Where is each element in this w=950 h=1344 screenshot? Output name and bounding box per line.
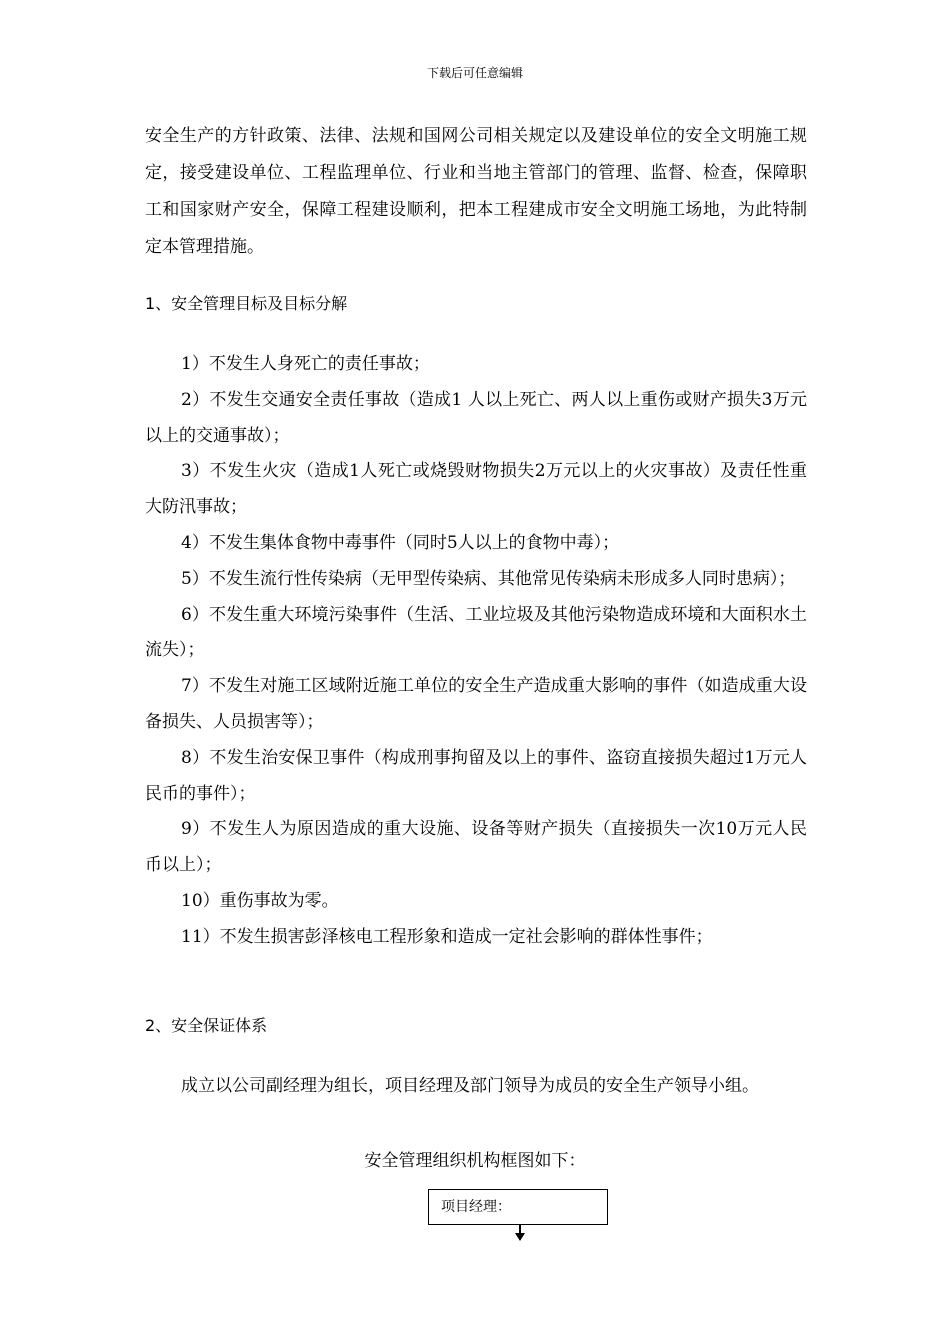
safety-goal-list — [145, 347, 807, 956]
list-item: 7）不发生对施工区域附近施工单位的安全生产造成重大影响的事件（如造成重大设备损失、人员损害等）； — [145, 676, 807, 732]
list-item: 2）不发生交通安全责任事故（造成1 人以上死亡、两人以上重伤或财产损失3万元以上的交通事故）； — [145, 389, 807, 446]
list-item: 6）不发生重大环境污染事件（生活、工业垃圾及其他污染物造成环境和大面积水土流失）； — [145, 604, 807, 661]
list-item: 4）不发生集体食物中毒事件（同时5人以上的食物中毒）； — [181, 532, 620, 553]
org-chart-top-box-label: 项目经理： — [441, 1199, 511, 1215]
list-item: 11）不发生损害彭泽核电工程形象和造成一定社会影响的群体性事件； — [181, 926, 713, 947]
header-note: 下载后可任意编辑 — [426, 66, 523, 80]
org-chart-top-box — [428, 1189, 608, 1225]
list-item: 1）不发生人身死亡的责任事故； — [181, 354, 430, 374]
arrow-down-icon — [515, 1233, 525, 1241]
org-chart-caption: 安全管理组织机构框图如下： — [364, 1151, 586, 1171]
list-item: 8）不发生治安保卫事件（构成刑事拘留及以上的事件、盗窃直接损失超过1万元人民币的事件）； — [145, 747, 807, 804]
list-item: 10）重伤事故为零。 — [181, 890, 339, 911]
intro-paragraph: 安全生产的方针政策、法律、法规和国网公司相关规定以及建设单位的安全文明施工规定，接受建设单位、工程监理单位、行业和当地主管部门的管理、监督、检查，保障职工和国家财产安全，保障工程建设顺利，把本工程建成市安全文明施工场地，为此特制定本管理措施。 — [145, 126, 807, 257]
section-2-body: 成立以公司副经理为组长，项目经理及部门领导为成员的安全生产领导小组。 — [181, 1076, 759, 1096]
list-item: 3）不发生火灾（造成1人死亡或烧毁财物损失2万元以上的火灾事故）及责任性重大防汛事故； — [145, 461, 807, 518]
list-item: 9）不发生人为原因造成的重大设施、设备等财产损失（直接损失一次10万元人民币以上）； — [145, 819, 807, 876]
section-1-heading: 1、安全管理目标及目标分解 — [145, 294, 348, 313]
section-2-heading: 2、安全保证体系 — [145, 1016, 268, 1035]
list-item: 5）不发生流行性传染病（无甲型传染病、其他常见传染病未形成多人同时患病）； — [181, 568, 796, 589]
